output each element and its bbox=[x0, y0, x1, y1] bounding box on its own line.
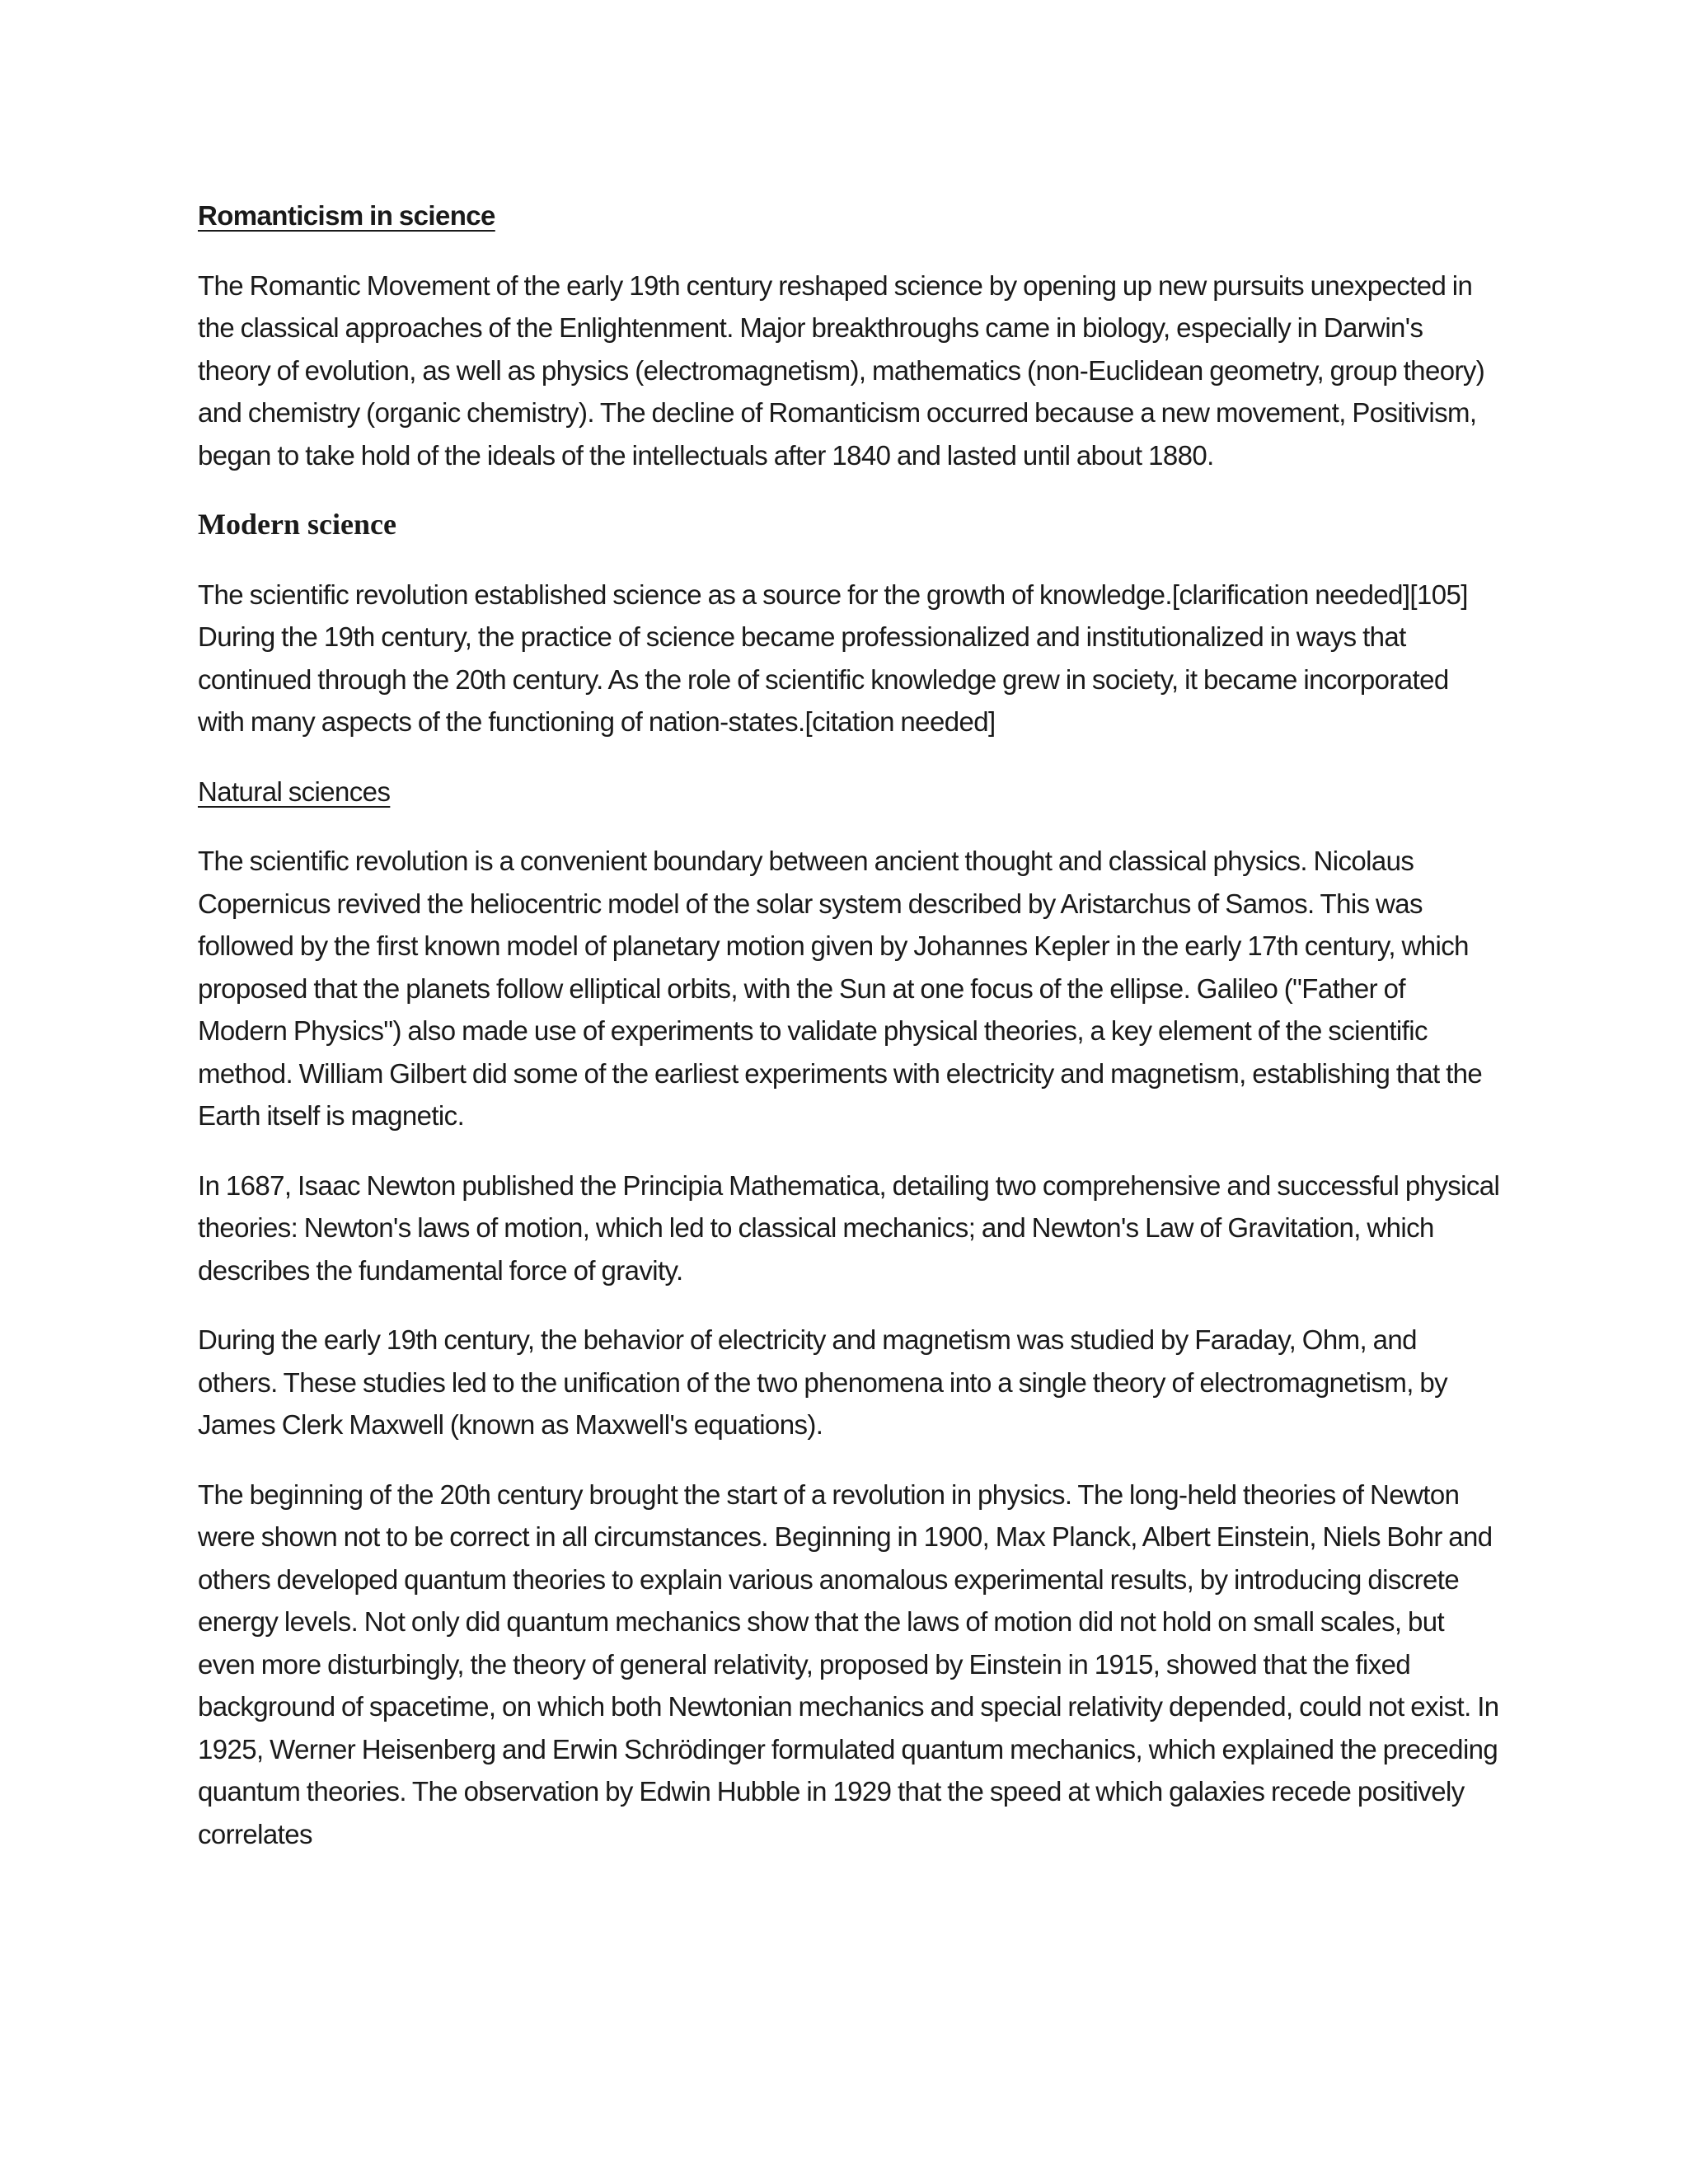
section-heading: Romanticism in science bbox=[198, 200, 495, 231]
paragraph: The scientific revolution established science as a source for the growth of knowledge.[clarification needed][105] During the 19th century, the practice of science became professionalized and institutionalized in ways that continued through the 20th century. As the role of scientific knowledge grew in society, it became incorporated with many aspects of the functioning of nation-states.[citation needed] bbox=[198, 579, 1468, 737]
paragraph: During the early 19th century, the behavior of electricity and magnetism was studied by Faraday, Ohm, and others. These studies led to the unification of the two phenomena into a single theory of electromagnetism, by James Clerk Maxwell (known as Maxwell's equations). bbox=[198, 1324, 1448, 1440]
paragraph: In 1687, Isaac Newton published the Principia Mathematica, detailing two comprehensive and successful physical theories: Newton's laws of motion, which led to classical mechanics; and Newton's Law of Gravitation, which describes the fundamental force of gravity. bbox=[198, 1169, 1500, 1286]
document-body bbox=[198, 194, 1500, 1882]
section-heading: Natural sciences bbox=[198, 776, 391, 807]
paragraph: The beginning of the 20th century brought the start of a revolution in physics. The long-held theories of Newton were shown not to be correct in all circumstances. Beginning in 1900, Max Planck, Albert Einstein, Niels Bohr and others developed quantum theories to explain various anomalous experimental results, by introducing discrete energy levels. Not only did quantum mechanics show that the laws of motion did not hold on small scales, but even more disturbingly, the theory of general relativity, proposed by Einstein in 1915, showed that the fixed background of spacetime, on which both Newtonian mechanics and special relativity depended, could not exist. In 1925, Werner Heisenberg and Erwin Schrödinger formulated quantum mechanics, which explained the preceding quantum theories. The observation by Edwin Hubble in 1929 that the speed at which galaxies recede positively correlates bbox=[198, 1479, 1499, 1849]
paragraph: The scientific revolution is a convenient boundary between ancient thought and classical physics. Nicolaus Copernicus revived the heliocentric model of the solar system described by Aristarchus of Samos. This was followed by the first known model of planetary motion given by Johannes Kepler in the early 17th century, which proposed that the planets follow elliptical orbits, with the Sun at one focus of the ellipse. Galileo ("Father of Modern Physics") also made use of experiments to validate physical theories, a key element of the scientific method. William Gilbert did some of the earliest experiments with electricity and magnetism, establishing that the Earth itself is magnetic. bbox=[198, 846, 1483, 1131]
paragraph: The Romantic Movement of the early 19th century reshaped science by opening up new pursuits unexpected in the classical approaches of the Enlightenment. Major breakthroughs came in biology, especially in Darwin's theory of evolution, as well as physics (electromagnetism), mathematics (non-Euclidean geometry, group theory) and chemistry (organic chemistry). The decline of Romanticism occurred because a new movement, Positivism, began to take hold of the ideals of the intellectuals after 1840 and lasted until about 1880. bbox=[198, 269, 1485, 471]
section-natural-sciences bbox=[198, 771, 1500, 1856]
section-heading: Modern science bbox=[198, 508, 396, 541]
section-romanticism-in-science bbox=[198, 194, 1500, 476]
section-modern-science bbox=[198, 504, 1500, 743]
